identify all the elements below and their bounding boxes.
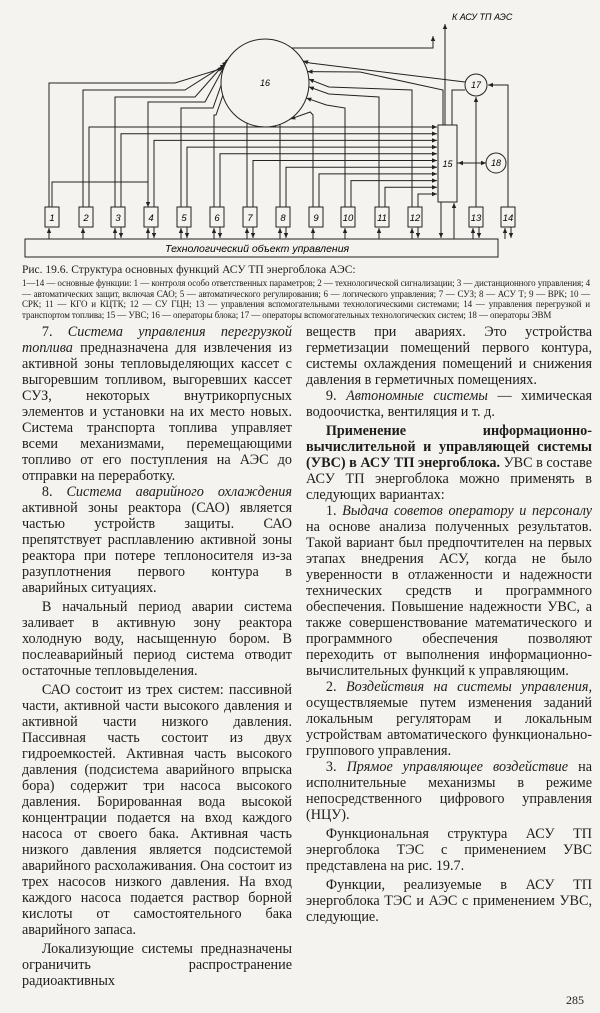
paragraph-text: Локализующие системы предназначены ограничить распространение радиоактивных	[22, 941, 292, 990]
function-block-label: 9	[313, 213, 319, 224]
paragraph	[22, 324, 292, 484]
function-block-label: 11	[377, 213, 387, 224]
paragraph-text: Функции, реализуемые в АСУ ТП энергоблока ТЭС и АЭС с применением УВС, следующие.	[306, 877, 592, 926]
page-number: 285	[566, 993, 584, 1008]
paragraph	[22, 941, 292, 989]
paragraph	[306, 388, 592, 420]
function-block-label: 5	[181, 213, 187, 224]
paragraph	[306, 423, 592, 503]
paragraph	[22, 484, 292, 596]
paragraph-text: 2.	[325, 679, 346, 696]
caption-title: Рис. 19.6. Структура основных функций АСУ ТП энергоблока АЭС:	[22, 264, 356, 276]
function-block-label: 8	[280, 213, 286, 224]
paragraph-text: на исполнительные механизмы в режиме непосредственного цифрового управления (НЦУ).	[306, 759, 593, 824]
paragraph-text: 9.	[325, 388, 347, 405]
paragraph	[306, 324, 592, 388]
function-block-label: 2	[83, 213, 89, 224]
italic-term: Автономные системы	[346, 388, 488, 405]
computer-operators-label: 18	[490, 158, 502, 168]
function-block-label: 10	[342, 213, 354, 224]
paragraph	[306, 826, 592, 874]
paragraph-text: веществ при авариях. Это устройства герметизации помещений первого контура, системы охлаждения помещений и снижения давления в герметичных помещениях.	[306, 324, 592, 389]
paragraph	[306, 877, 592, 925]
function-block-label: 3	[115, 213, 121, 224]
paragraph-text: САО состоит из трех систем: пассивной части, активной части высокого давления и активной части низкого давления. Пассивная часть состоит из двух гидроемкостей. Активная часть высокого давления (подсистема аварийного впрыска бора) содержит три насоса высокого давления. Борированная вода высокой концентрации подается на вход каждого насоса от своего бака. Активная часть низкого давления является подсистемой аварийного расхолаживания. Она состоит из трех насосов низкого давления. На вход каждого насоса подается раствор борной кислоты от самостоятельного бака аварийного запаса.	[22, 682, 292, 939]
paragraph	[22, 682, 292, 938]
italic-term: Воздействия на системы управления,	[346, 679, 593, 696]
bold-heading: Применение информационно-вычислительной и управляющей системы (УВС) в АСУ ТП энергоблока.	[306, 423, 592, 472]
paragraph-text: 1.	[325, 503, 343, 520]
paragraph	[306, 679, 592, 759]
paragraph-text: на основе анализа полученных результатов. Такой вариант был предпочтителен на первых этапах внедрения АСУ, когда не было уверенности в отлаженности и надежности технических средств и программного обеспечения. Повышение надежности УВС, а также совершенствование математического и программного обеспечения позволяют переходить от выполнения информационно-вычислительных функций к управляющим.	[306, 519, 592, 680]
paragraph	[22, 599, 292, 679]
aux-operators-label: 17	[470, 80, 482, 90]
paragraph	[306, 503, 592, 679]
function-block-label: 12	[409, 213, 421, 224]
function-block-label: 14	[502, 213, 514, 224]
figure-caption	[22, 263, 590, 320]
uvs-label: 15	[442, 159, 453, 169]
italic-term: Система аварийного охлаждения	[66, 484, 292, 501]
function-block-label: 7	[247, 213, 253, 224]
paragraph-text: предназначена для извлечения из активной зоны тепловыделяющих кассет с выгоревшим топливом, выгоревших кассет СУЗ, некоторых внутрикорпусных элементов и установки на их место новых. Система транспорта топлива управляет всеми механизмами, перемещающими топливо от его поступления на АЭС до отправки на переработку.	[22, 340, 292, 485]
control-object-label: Технологический объект управления	[165, 243, 350, 255]
italic-term: Прямое управляющее воздействие	[346, 759, 569, 776]
text-columns	[22, 324, 592, 989]
paragraph-text: УВС в составе АСУ ТП энергоблока можно применять в следующих вариантах:	[306, 455, 593, 504]
function-block-label: 4	[148, 213, 154, 224]
paragraph-text: 3.	[325, 759, 347, 776]
left-text-column	[22, 324, 292, 989]
paragraph-text: 8.	[41, 484, 67, 501]
italic-term: Выдача советов оператору и персоналу	[342, 503, 592, 520]
operators-label: 16	[259, 78, 271, 88]
paragraph-text: активной зоны реактора (САО) является частью устройств защиты. САО препятствует расплавлению активной зоны реактора при потере теплоносителя из-за разуплотнения первого контура в аварийных ситуациях.	[22, 500, 292, 597]
output-label: К АСУ ТП АЭС	[452, 12, 513, 22]
function-block-label: 1	[49, 213, 55, 224]
paragraph	[306, 759, 592, 823]
right-text-column	[306, 324, 592, 925]
paragraph-text: осуществляемые путем изменения заданий локальным регуляторам и локальным устройствам автоматического функционально-группового управления.	[306, 695, 592, 760]
paragraph-text: Функциональная структура АСУ ТП энергоблока ТЭС с применением УВС представлена на рис. 19.7.	[306, 826, 592, 875]
paragraph-text: В начальный период аварии система заливает в активную зону реактора холодную воду, насыщенную бором. В послеаварийный период система отводит остаточные тепловыделения.	[22, 599, 292, 680]
caption-legend: 1—14 — основные функции: 1 — контроля особо ответственных параметров; 2 — технологической сигнализации; 3 — дистанционного управления; 4 — автоматических защит, включая САО; 5 — автоматического регулирования; 6 — логического управления; 7 — СУЗ; 8 — АСУ Т; 9 — ВРК; 10 — СРК; 11 — КГО и КЦТК; 12 — СУ ГЦН; 13 — управления вспомогательными технологическими системами; 14 — управления перегрузкой и транспортом топлива; 15 — УВС; 16 — операторы блока; 17 — операторы вспомогательных технологических систем; 18 — операторы ЭВМ	[22, 278, 590, 320]
paragraph-text: 7.	[41, 324, 68, 341]
function-block-label: 6	[214, 213, 220, 224]
function-block-label: 13	[470, 213, 482, 224]
paragraph-text: — химическая водоочистка, вентиляция и т. д.	[306, 388, 593, 421]
italic-term: Система управления перегрузкой топлива	[22, 324, 292, 357]
